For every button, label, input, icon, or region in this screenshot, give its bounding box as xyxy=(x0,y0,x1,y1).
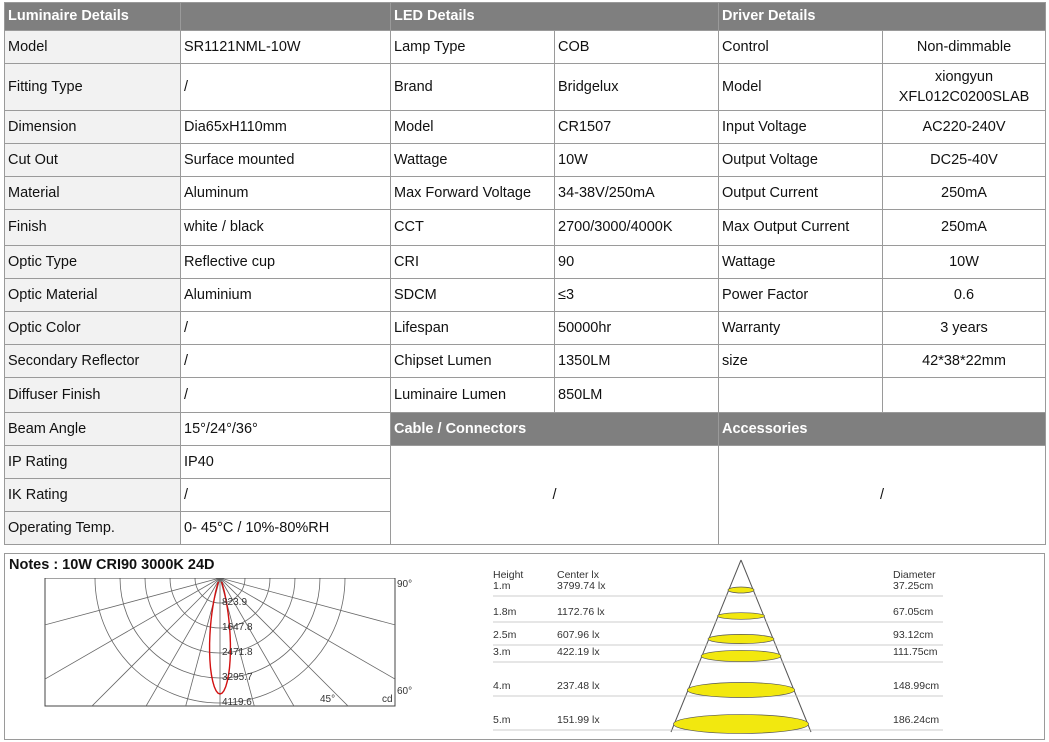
led-label: Chipset Lumen xyxy=(391,345,555,378)
led-details-header: LED Details xyxy=(391,3,719,31)
led-label: Max Forward Voltage xyxy=(391,177,555,210)
led-value: CR1507 xyxy=(555,111,719,144)
driver-value: 3 years xyxy=(883,312,1046,345)
cone-light-spot xyxy=(673,715,808,734)
cone-height-value: 1.m xyxy=(493,580,511,592)
cone-edge-right xyxy=(741,560,811,732)
accessories-header: Accessories xyxy=(719,413,1046,446)
led-value: 850LM xyxy=(555,378,719,413)
cone-diameter-value: 67.05cm xyxy=(893,606,934,618)
polar-radial xyxy=(220,578,433,738)
luminaire-label: Optic Material xyxy=(5,279,181,312)
luminaire-value: / xyxy=(181,378,391,413)
luminaire-label: IK Rating xyxy=(5,479,181,512)
driver-empty-value xyxy=(883,378,1046,413)
luminaire-header-blank xyxy=(181,3,391,31)
polar-angle-label-90: 90° xyxy=(397,579,413,590)
cone-center-value: 3799.74 lx xyxy=(557,580,606,592)
cone-diameter-value: 186.24cm xyxy=(893,714,940,726)
luminaire-details-header: Luminaire Details xyxy=(5,3,181,31)
polar-radial xyxy=(116,578,220,738)
cable-connectors-header: Cable / Connectors xyxy=(391,413,719,446)
driver-model-line1: xiongyun xyxy=(934,69,994,85)
table-row xyxy=(5,3,1046,31)
luminaire-value: Aluminum xyxy=(181,177,391,210)
driver-label: Input Voltage xyxy=(719,111,883,144)
led-label: Brand xyxy=(391,64,555,111)
cone-diameter-value: 93.12cm xyxy=(893,629,934,641)
table-row xyxy=(5,413,1046,446)
luminaire-label: Cut Out xyxy=(5,144,181,177)
polar-ring-label: 4119.6 xyxy=(222,697,252,708)
cone-height-value: 5.m xyxy=(493,714,511,726)
led-label: Model xyxy=(391,111,555,144)
cone-light-spot xyxy=(701,650,781,661)
cone-light-spot xyxy=(687,682,794,697)
cone-diameter-value: 148.99cm xyxy=(893,680,940,692)
cable-value: / xyxy=(391,446,719,545)
led-label: SDCM xyxy=(391,279,555,312)
luminaire-value: / xyxy=(181,345,391,378)
table-row xyxy=(5,345,1046,378)
luminaire-label: Operating Temp. xyxy=(5,512,181,545)
luminaire-value: white / black xyxy=(181,210,391,246)
accessories-value: / xyxy=(719,446,1046,545)
driver-label: Output Current xyxy=(719,177,883,210)
driver-label: Max Output Current xyxy=(719,210,883,246)
cone-height-value: 1.8m xyxy=(493,606,517,618)
driver-value: 42*38*22mm xyxy=(883,345,1046,378)
driver-value: 10W xyxy=(883,246,1046,279)
driver-label: Model xyxy=(719,64,883,111)
led-value: 34-38V/250mA xyxy=(555,177,719,210)
cone-center-value: 1172.76 lx xyxy=(557,606,605,618)
luminaire-label: Model xyxy=(5,31,181,64)
driver-label: size xyxy=(719,345,883,378)
table-row xyxy=(5,64,1046,111)
polar-angle-label-60: 60° xyxy=(397,686,413,697)
polar-ring-label: 823.9 xyxy=(222,597,248,608)
notes-section xyxy=(4,553,1045,740)
driver-value: DC25-40V xyxy=(883,144,1046,177)
cone-height-value: 4.m xyxy=(493,680,511,692)
driver-value: Non-dimmable xyxy=(883,31,1046,64)
cone-height-value: 2.5m xyxy=(493,629,517,641)
led-value: 90 xyxy=(555,246,719,279)
cone-light-spot xyxy=(708,634,774,643)
driver-details-header: Driver Details xyxy=(719,3,1046,31)
table-row xyxy=(5,312,1046,345)
luminaire-label: Beam Angle xyxy=(5,413,181,446)
table-row xyxy=(5,111,1046,144)
driver-label: Control xyxy=(719,31,883,64)
notes-title: Notes : 10W CRI90 3000K 24D xyxy=(9,557,215,573)
driver-value xyxy=(883,64,1046,111)
luminaire-label: Dimension xyxy=(5,111,181,144)
driver-label: Output Voltage xyxy=(719,144,883,177)
driver-value: 0.6 xyxy=(883,279,1046,312)
luminaire-label: Optic Type xyxy=(5,246,181,279)
luminaire-label: Optic Color xyxy=(5,312,181,345)
luminaire-value: Surface mounted xyxy=(181,144,391,177)
cone-height-value: 3.m xyxy=(493,646,511,658)
led-value: Bridgelux xyxy=(555,64,719,111)
luminaire-label: Fitting Type xyxy=(5,64,181,111)
led-value: 50000hr xyxy=(555,312,719,345)
led-value: 1350LM xyxy=(555,345,719,378)
table-row xyxy=(5,446,1046,479)
driver-value: AC220-240V xyxy=(883,111,1046,144)
spec-table xyxy=(4,2,1046,545)
cone-diameter-header: Diameter xyxy=(893,569,936,581)
illuminance-cone-diagram xyxy=(475,556,955,736)
polar-radial xyxy=(33,578,220,738)
led-value: ≤3 xyxy=(555,279,719,312)
luminaire-value: 15°/24°/36° xyxy=(181,413,391,446)
luminaire-value: 0- 45°C / 10%-80%RH xyxy=(181,512,391,545)
led-label: Wattage xyxy=(391,144,555,177)
polar-ring-label: 1647.8 xyxy=(222,622,253,633)
table-row xyxy=(5,378,1046,413)
polar-unit-label: cd xyxy=(382,694,393,705)
driver-value: 250mA xyxy=(883,177,1046,210)
table-row xyxy=(5,144,1046,177)
driver-model-line2: XFL012C0200SLAB xyxy=(898,89,1030,105)
polar-ring-label: 3295.7 xyxy=(222,672,253,683)
luminaire-value: SR1121NML-10W xyxy=(181,31,391,64)
luminaire-label: Finish xyxy=(5,210,181,246)
table-row xyxy=(5,279,1046,312)
driver-label: Power Factor xyxy=(719,279,883,312)
cone-height-header: Height xyxy=(493,569,524,581)
led-value: 2700/3000/4000K xyxy=(555,210,719,246)
table-row xyxy=(5,246,1046,279)
led-label: Lifespan xyxy=(391,312,555,345)
driver-empty-label xyxy=(719,378,883,413)
driver-value: 250mA xyxy=(883,210,1046,246)
cone-center-value: 151.99 lx xyxy=(557,714,600,726)
led-value: COB xyxy=(555,31,719,64)
led-label: CCT xyxy=(391,210,555,246)
cone-center-value: 422.19 lx xyxy=(557,646,600,658)
luminaire-value: / xyxy=(181,479,391,512)
polar-radial xyxy=(33,578,220,682)
luminaire-label: Diffuser Finish xyxy=(5,378,181,413)
table-row xyxy=(5,31,1046,64)
polar-radial xyxy=(220,578,433,738)
cone-light-spot xyxy=(717,613,764,620)
luminaire-value: IP40 xyxy=(181,446,391,479)
cone-center-value: 607.96 lx xyxy=(557,629,600,641)
luminaire-label: Secondary Reflector xyxy=(5,345,181,378)
led-label: Lamp Type xyxy=(391,31,555,64)
luminaire-value: / xyxy=(181,64,391,111)
luminaire-value: Aluminium xyxy=(181,279,391,312)
cone-light-spot xyxy=(728,587,754,593)
polar-radial xyxy=(220,578,420,738)
led-label: Luminaire Lumen xyxy=(391,378,555,413)
luminaire-label: IP Rating xyxy=(5,446,181,479)
polar-radial xyxy=(33,578,220,738)
led-label: CRI xyxy=(391,246,555,279)
luminaire-value: / xyxy=(181,312,391,345)
led-value: 10W xyxy=(555,144,719,177)
polar-diagram xyxy=(33,578,433,738)
cone-center-value: 237.48 lx xyxy=(557,680,600,692)
luminaire-label: Material xyxy=(5,177,181,210)
luminaire-value: Reflective cup xyxy=(181,246,391,279)
cone-diameter-value: 37.25cm xyxy=(893,580,934,592)
table-row xyxy=(5,210,1046,246)
table-row xyxy=(5,177,1046,210)
polar-radial xyxy=(33,578,220,738)
polar-angle-label-45: 45° xyxy=(320,694,336,705)
cone-center-header: Center lx xyxy=(557,569,600,581)
cone-diameter-value: 111.75cm xyxy=(893,646,938,658)
polar-ring-label: 2471.8 xyxy=(222,647,253,658)
cone-edge-left xyxy=(671,560,741,732)
luminaire-value: Dia65xH110mm xyxy=(181,111,391,144)
driver-label: Wattage xyxy=(719,246,883,279)
driver-label: Warranty xyxy=(719,312,883,345)
